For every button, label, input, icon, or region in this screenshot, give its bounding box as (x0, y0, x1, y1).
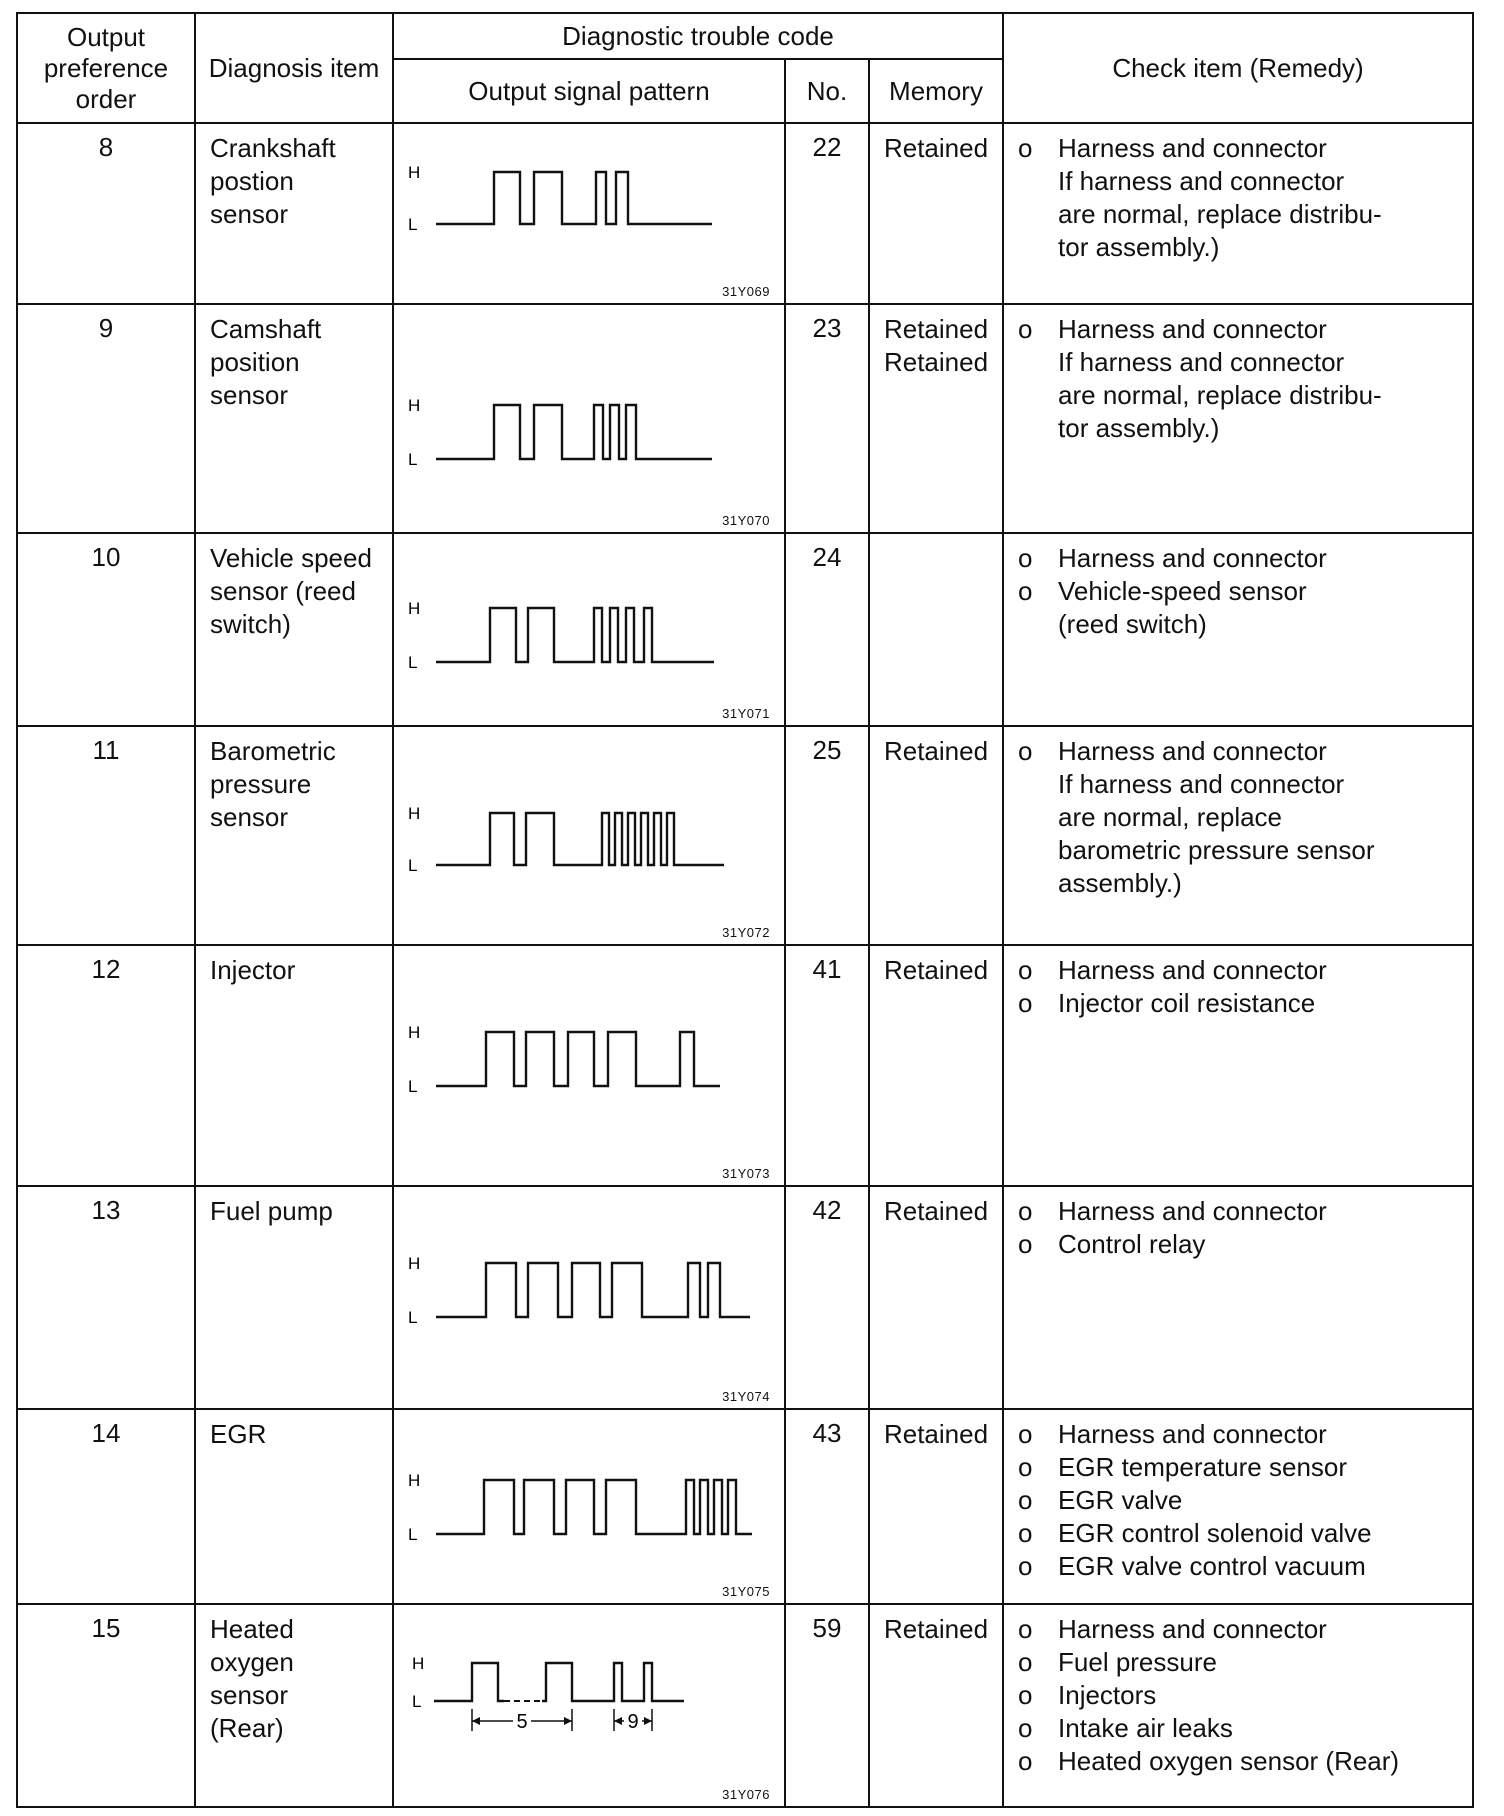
memory-cell (869, 1604, 1003, 1807)
signal-pattern-cell (393, 123, 785, 304)
check-item-text: Harness and connector (1058, 1196, 1327, 1227)
signal-pattern-cell (393, 945, 785, 1186)
bullet-icon: o (1018, 1647, 1033, 1678)
signal-low-label: L (408, 215, 418, 235)
header-dtc: Diagnostic trouble code (393, 13, 1003, 59)
figure-id: 31Y075 (722, 1584, 770, 1600)
diagnosis-item-line: (Rear) (210, 1713, 284, 1744)
check-item-text: EGR temperature sensor (1058, 1452, 1348, 1483)
signal-pattern-diagram (394, 946, 786, 1186)
diagnosis-item (195, 123, 393, 304)
header-diagnosis-item: Diagnosis item (195, 13, 393, 123)
output-order: 8 (17, 123, 195, 304)
signal-high-label: H (408, 1254, 421, 1274)
signal-pattern-diagram (394, 1410, 786, 1604)
table-row (17, 1604, 1473, 1807)
check-item-note: are normal, replace (1058, 802, 1283, 833)
diagnosis-item-line: Heated (210, 1614, 294, 1645)
bullet-icon: o (1018, 133, 1033, 164)
check-item-cell (1003, 1604, 1473, 1807)
signal-high-label: H (412, 1654, 425, 1674)
code-number: 23 (785, 304, 869, 533)
diagnosis-item (195, 1409, 393, 1604)
bullet-icon: o (1018, 1452, 1033, 1483)
memory-cell (869, 945, 1003, 1186)
diagnosis-item-line: pressure (210, 769, 312, 800)
check-item-list (1018, 1195, 1468, 1261)
memory-status: Retained (883, 1419, 989, 1450)
check-item (1018, 542, 1468, 575)
diagnostic-code-table (16, 12, 1474, 1808)
signal-pattern-diagram (394, 534, 786, 726)
diagnosis-item-line: sensor (210, 802, 289, 833)
table-row (17, 726, 1473, 945)
diagnosis-item-line: Injector (210, 955, 296, 986)
check-item-cell (1003, 304, 1473, 533)
check-item-text: Harness and connector (1058, 1419, 1327, 1450)
check-item (1018, 1646, 1468, 1679)
check-item (1018, 575, 1468, 608)
check-item (1018, 132, 1468, 165)
figure-id: 31Y069 (722, 284, 770, 300)
diagnosis-item (195, 726, 393, 945)
bullet-icon: o (1018, 1419, 1033, 1450)
memory-status: Retained (883, 955, 989, 986)
header-check-item: Check item (Remedy) (1003, 13, 1473, 123)
signal-pattern-cell (393, 304, 785, 533)
memory-status: Retained (883, 314, 989, 345)
diagnosis-item-line: Crankshaft (210, 133, 336, 164)
diagnosis-item-line: switch) (210, 609, 291, 640)
figure-id: 31Y072 (722, 925, 770, 941)
figure-id: 31Y074 (722, 1389, 770, 1405)
signal-high-label: H (408, 1023, 421, 1043)
check-item-cell (1003, 1186, 1473, 1409)
check-item-note: If harness and connector (1058, 769, 1345, 800)
output-order: 10 (17, 533, 195, 726)
output-order: 11 (17, 726, 195, 945)
diagnosis-item (195, 1604, 393, 1807)
check-item (1018, 1484, 1468, 1517)
check-item (1018, 1745, 1468, 1778)
check-item-list (1018, 542, 1468, 641)
signal-waveform (434, 1663, 504, 1701)
table-row (17, 1186, 1473, 1409)
signal-pattern-diagram (394, 124, 786, 304)
check-item (1018, 1712, 1468, 1745)
check-item (1018, 987, 1468, 1020)
signal-high-label: H (408, 1471, 421, 1491)
diagnosis-item-line: sensor (210, 199, 289, 230)
bullet-icon: o (1018, 1713, 1033, 1744)
memory-status: Retained (883, 736, 989, 767)
memory-status: Retained (883, 1196, 989, 1227)
check-item-note: barometric pressure sensor (1058, 835, 1375, 866)
diagnosis-item-line: Barometric (210, 736, 336, 767)
bullet-icon: o (1018, 543, 1033, 574)
header-memory: Memory (869, 59, 1003, 123)
check-item-note: If harness and connector (1058, 166, 1345, 197)
diagnosis-item-line: sensor (210, 1680, 289, 1711)
signal-low-label: L (408, 653, 418, 673)
bullet-icon: o (1018, 1196, 1033, 1227)
table-row (17, 304, 1473, 533)
output-order: 14 (17, 1409, 195, 1604)
diagnosis-item (195, 533, 393, 726)
memory-status: Retained (883, 133, 989, 164)
memory-cell (869, 123, 1003, 304)
bullet-icon: o (1018, 1680, 1033, 1711)
dimension-label: 5 (516, 1711, 528, 1734)
output-order: 15 (17, 1604, 195, 1807)
bullet-icon: o (1018, 1485, 1033, 1516)
signal-low-label: L (408, 1525, 418, 1545)
figure-id: 31Y076 (722, 1787, 770, 1802)
signal-pattern-cell (393, 533, 785, 726)
signal-pattern-diagram (394, 1605, 786, 1807)
check-item-note: are normal, replace distribu- (1058, 380, 1382, 411)
check-item-list (1018, 313, 1468, 445)
code-number: 41 (785, 945, 869, 1186)
diagnosis-item-line: postion (210, 166, 294, 197)
bullet-icon: o (1018, 1518, 1033, 1549)
diagnosis-item-line: EGR (210, 1419, 267, 1450)
figure-id: 31Y071 (722, 706, 770, 722)
memory-status: Retained (883, 347, 989, 378)
check-item (1018, 1679, 1468, 1712)
signal-waveform (436, 405, 712, 459)
diagnosis-item (195, 304, 393, 533)
signal-waveform (436, 172, 712, 224)
check-item-text: Injector coil resistance (1058, 988, 1316, 1019)
code-number: 59 (785, 1604, 869, 1807)
check-item-cell (1003, 123, 1473, 304)
check-item-text: EGR valve control vacuum (1058, 1551, 1366, 1582)
check-item (1018, 1418, 1468, 1451)
check-item-cell (1003, 726, 1473, 945)
memory-cell (869, 1409, 1003, 1604)
bullet-icon: o (1018, 955, 1033, 986)
figure-id: 31Y070 (722, 513, 770, 529)
check-item-text: Control relay (1058, 1229, 1206, 1260)
check-item-text: Injectors (1058, 1680, 1157, 1711)
header-code-no: No. (785, 59, 869, 123)
diagnosis-item-line: Camshaft (210, 314, 322, 345)
diagnosis-item-line: sensor (reed (210, 576, 356, 607)
signal-low-label: L (408, 856, 418, 876)
output-order: 12 (17, 945, 195, 1186)
check-item-text: EGR valve (1058, 1485, 1183, 1516)
memory-cell (869, 533, 1003, 726)
table-row (17, 123, 1473, 304)
signal-pattern-diagram (394, 1187, 786, 1409)
signal-pattern-cell (393, 1409, 785, 1604)
check-item (1018, 1195, 1468, 1228)
check-item-text: Vehicle-speed sensor (1058, 576, 1307, 607)
signal-high-label: H (408, 163, 421, 183)
signal-pattern-diagram (394, 727, 786, 945)
output-order: 9 (17, 304, 195, 533)
dimension-arrow (614, 1709, 652, 1733)
signal-waveform (436, 813, 724, 865)
check-item-note: (reed switch) (1058, 609, 1207, 640)
header-output-order: Output preference order (17, 13, 195, 123)
check-item-note: tor assembly.) (1058, 413, 1220, 444)
code-number: 22 (785, 123, 869, 304)
check-item-list (1018, 132, 1468, 264)
check-item-list (1018, 954, 1468, 1020)
check-item (1018, 735, 1468, 768)
check-item-text: Harness and connector (1058, 955, 1327, 986)
check-item-cell (1003, 1409, 1473, 1604)
signal-low-label: L (412, 1692, 422, 1712)
check-item-note: assembly.) (1058, 868, 1182, 899)
signal-high-label: H (408, 599, 421, 619)
signal-pattern-diagram (394, 305, 786, 533)
check-item-text: Harness and connector (1058, 736, 1327, 767)
code-number: 42 (785, 1186, 869, 1409)
diagnosis-item (195, 945, 393, 1186)
signal-pattern-cell (393, 726, 785, 945)
signal-low-label: L (408, 1077, 418, 1097)
signal-waveform (436, 1480, 752, 1534)
bullet-icon: o (1018, 1229, 1033, 1260)
bullet-icon: o (1018, 736, 1033, 767)
code-number: 43 (785, 1409, 869, 1604)
bullet-icon: o (1018, 1551, 1033, 1582)
output-order: 13 (17, 1186, 195, 1409)
check-item-text: Harness and connector (1058, 1614, 1327, 1645)
check-item-note: If harness and connector (1058, 347, 1345, 378)
bullet-icon: o (1018, 1614, 1033, 1645)
check-item-text: Fuel pressure (1058, 1647, 1217, 1678)
signal-waveform (436, 1263, 750, 1317)
check-item-text: Intake air leaks (1058, 1713, 1233, 1744)
check-item (1018, 313, 1468, 346)
check-item-text: Heated oxygen sensor (Rear) (1058, 1746, 1400, 1777)
signal-waveform (542, 1663, 684, 1701)
check-item-note: tor assembly.) (1058, 232, 1220, 263)
check-item-text: Harness and connector (1058, 314, 1327, 345)
header-signal-pattern: Output signal pattern (393, 59, 785, 123)
check-item (1018, 1451, 1468, 1484)
bullet-icon: o (1018, 1746, 1033, 1777)
table-row (17, 1409, 1473, 1604)
check-item (1018, 954, 1468, 987)
table-row (17, 945, 1473, 1186)
signal-high-label: H (408, 396, 421, 416)
bullet-icon: o (1018, 576, 1033, 607)
check-item-cell (1003, 945, 1473, 1186)
check-item (1018, 1517, 1468, 1550)
diagnosis-item (195, 1186, 393, 1409)
check-item-list (1018, 1418, 1468, 1583)
signal-waveform (436, 1032, 720, 1086)
code-number: 24 (785, 533, 869, 726)
diagnosis-item-line: position (210, 347, 300, 378)
check-item (1018, 1550, 1468, 1583)
memory-cell (869, 726, 1003, 945)
signal-low-label: L (408, 450, 418, 470)
code-number: 25 (785, 726, 869, 945)
signal-pattern-cell (393, 1186, 785, 1409)
check-item-text: Harness and connector (1058, 133, 1327, 164)
dimension-label: 9 (627, 1711, 639, 1734)
check-item (1018, 1613, 1468, 1646)
check-item-note: are normal, replace distribu- (1058, 199, 1382, 230)
memory-cell (869, 1186, 1003, 1409)
check-item-text: Harness and connector (1058, 543, 1327, 574)
check-item (1018, 1228, 1468, 1261)
check-item-cell (1003, 533, 1473, 726)
bullet-icon: o (1018, 988, 1033, 1019)
signal-pattern-cell (393, 1604, 785, 1807)
signal-high-label: H (408, 804, 421, 824)
check-item-text: EGR control solenoid valve (1058, 1518, 1372, 1549)
dimension-arrow (472, 1709, 572, 1733)
check-item-list (1018, 735, 1468, 900)
diagnosis-item-line: oxygen (210, 1647, 294, 1678)
check-item-list (1018, 1613, 1468, 1778)
table-row (17, 533, 1473, 726)
diagnosis-item-line: Fuel pump (210, 1196, 333, 1227)
diagnosis-item-line: sensor (210, 380, 289, 411)
signal-waveform (436, 608, 714, 662)
signal-low-label: L (408, 1308, 418, 1328)
memory-status: Retained (883, 1614, 989, 1645)
figure-id: 31Y073 (722, 1166, 770, 1182)
memory-cell (869, 304, 1003, 533)
diagnosis-item-line: Vehicle speed (210, 543, 372, 574)
bullet-icon: o (1018, 314, 1033, 345)
